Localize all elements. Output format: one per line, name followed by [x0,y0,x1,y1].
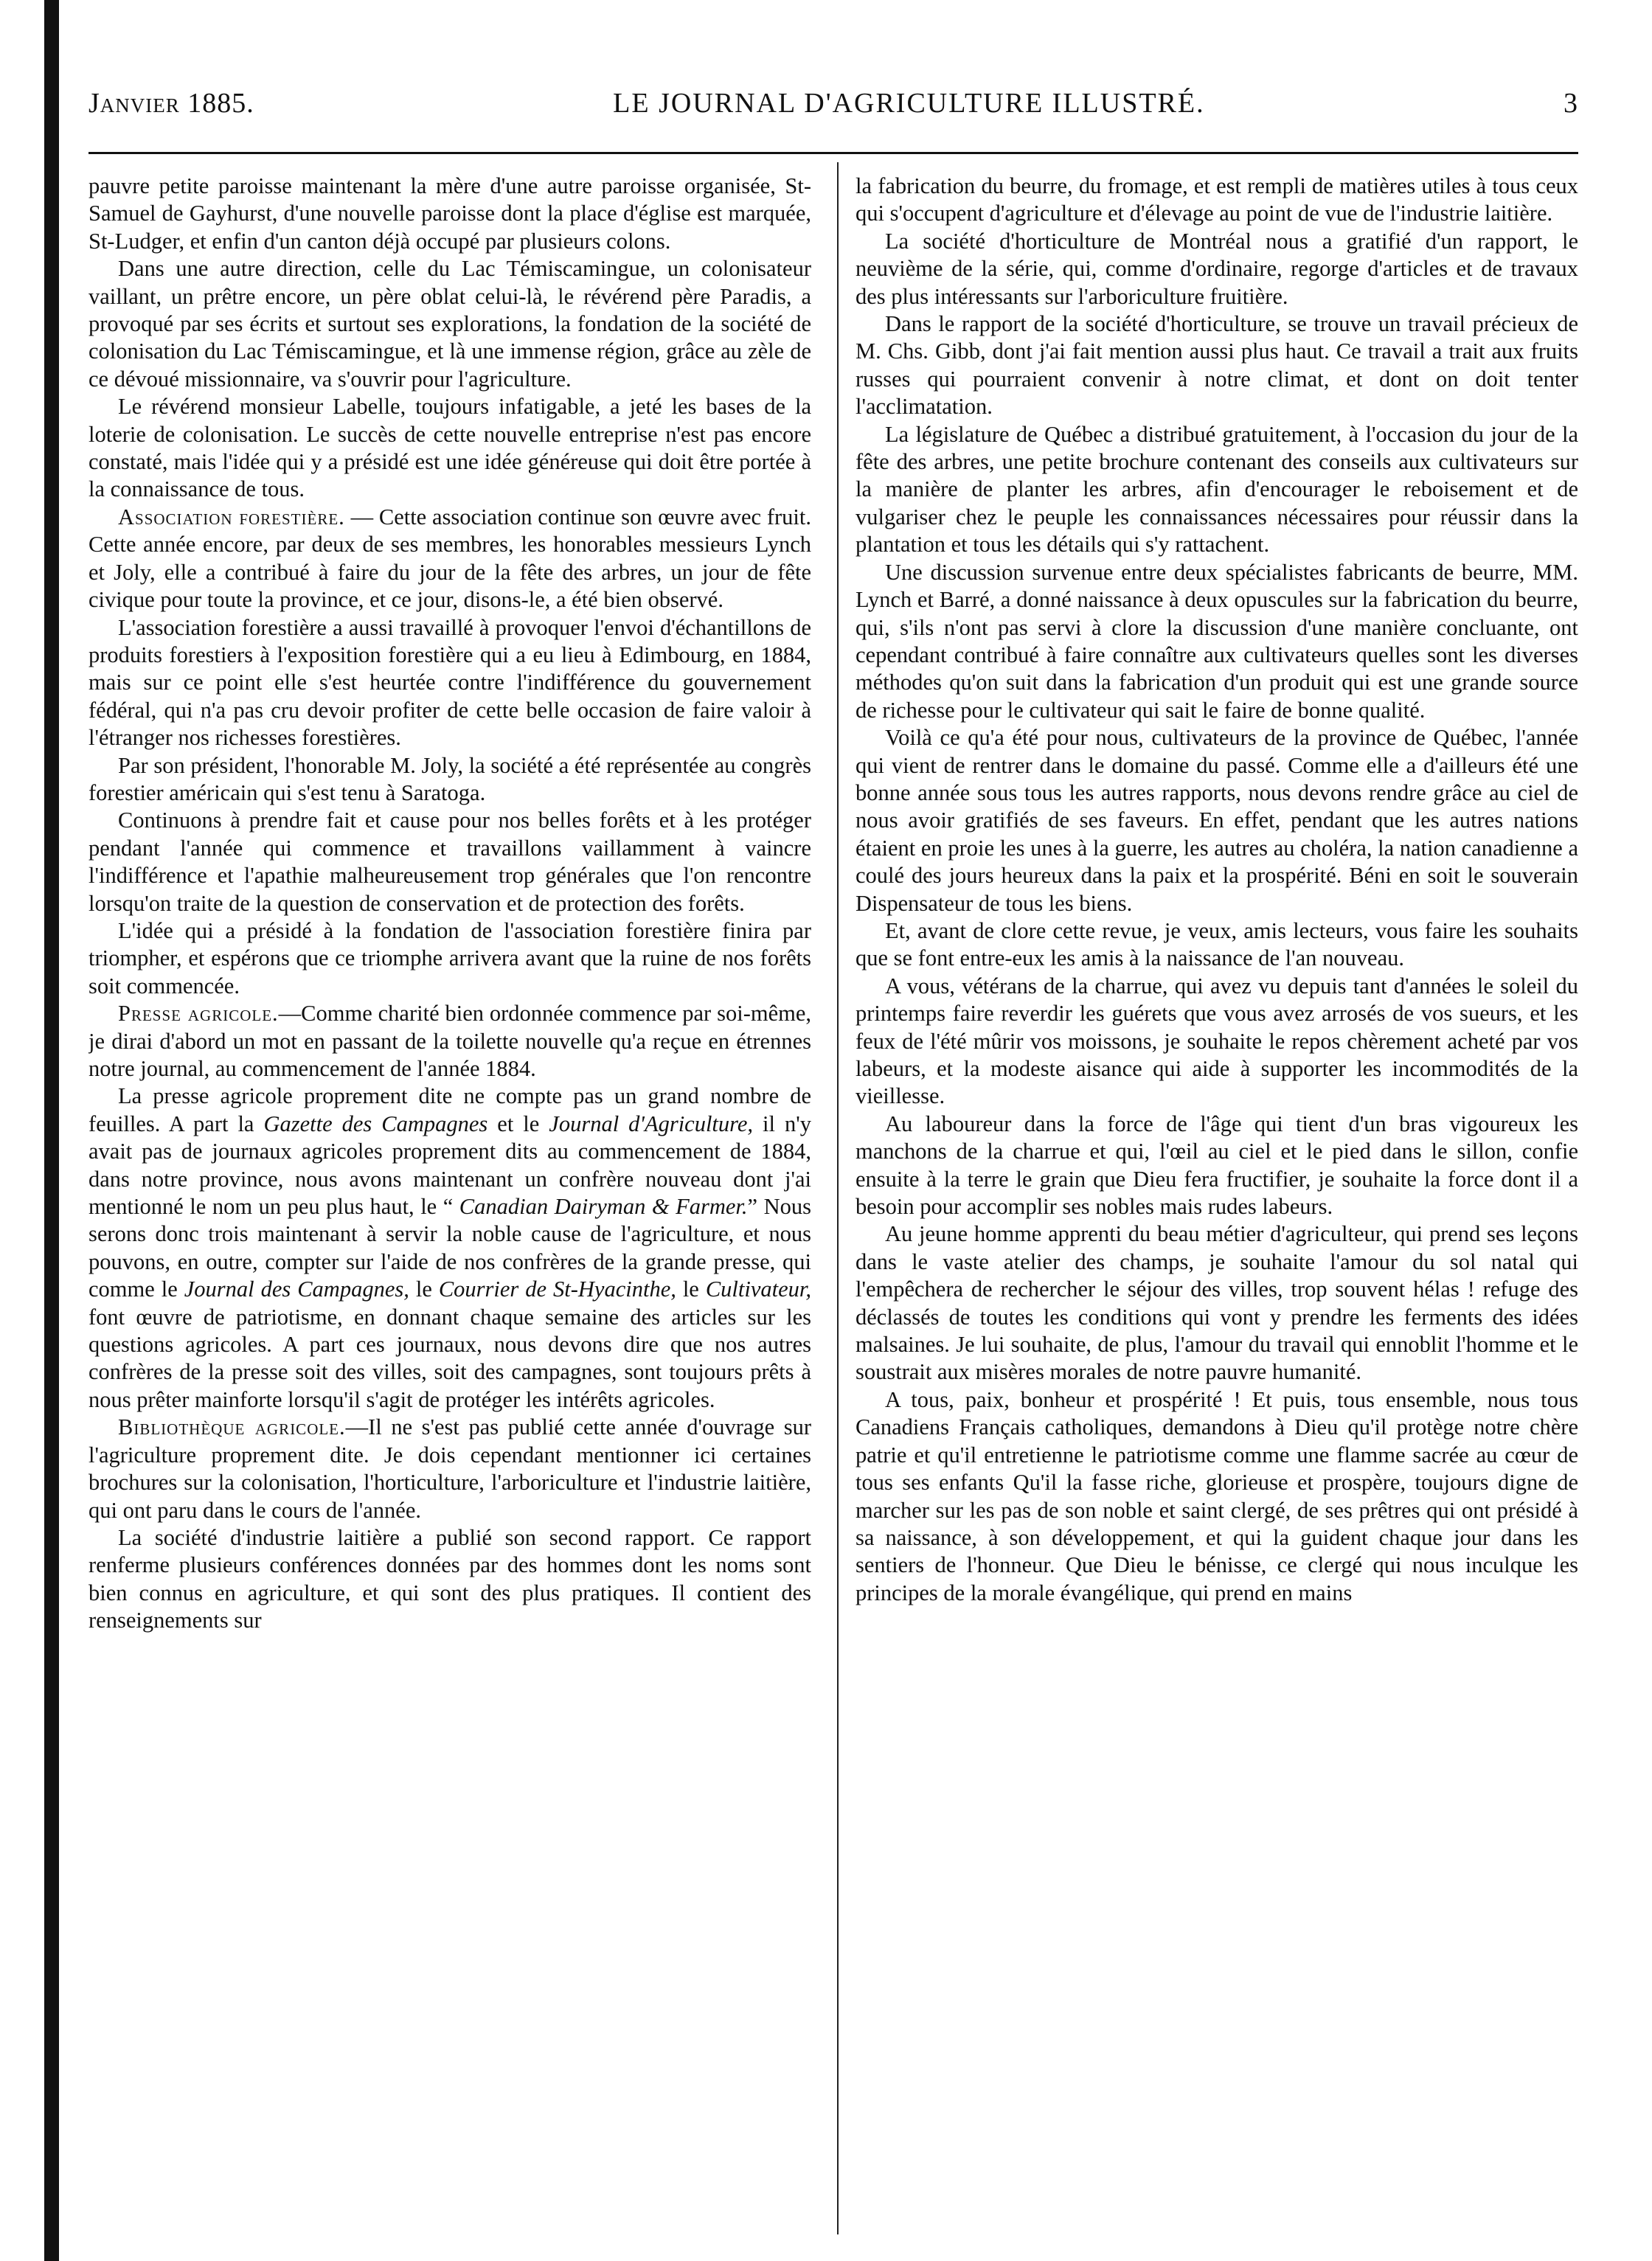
paragraph: Dans le rapport de la société d'horticulture, se trouve un travail précieux de M. Chs. Gibb, dont j'ai fait mention aussi plus haut. Ce travail a trait aux fruits russes qui pourraient convenir à notre climat, et dont on doit tenter l'acclimatation. [856,311,1578,420]
header-page-number: 3 [1563,88,1578,119]
paragraph: Au jeune homme apprenti du beau métier d'agriculteur, qui prend ses leçons dans le vaste atelier des champs, je souhaite l'amour du sol natal qui l'empêchera de rechercher le séjour des villes, trop souvent hélas ! refuge des déclassés de toutes les conditions qui vont y prendre les ferments des idées malsaines. Je lui souhaite, de plus, l'amour du travail qui ennoblit l'homme et le soustrait aux misères morales de notre pauvre humanité. [856,1221,1578,1385]
page-header [88,87,1578,131]
left-column [88,173,811,2230]
paragraph: Le révérend monsieur Labelle, toujours infatigable, a jeté les bases de la loterie de colonisation. Le succès de cette nouvelle entreprise n'est pas encore constaté, mais l'idée qui y a présidé est une idée généreuse qui doit être portée à la connaissance de tous. [88,394,811,502]
publication-title: Journal des Campagnes, [184,1277,409,1302]
section-heading: Association forestière. [118,504,345,529]
paragraph: Par son président, l'honorable M. Joly, la société a été représentée au congrès forestier américain qui s'est tenu à Saratoga. [88,752,811,805]
paragraph: pauvre petite paroisse maintenant la mère d'une autre paroisse organisée, St-Samuel de Gayhurst, d'une nouvelle paroisse dont la place d'église est marquée, St-Ludger, et enfin d'un canton déjà occupé par plusieurs colons. [88,173,811,254]
paragraph: Continuons à prendre fait et cause pour nos belles forêts et à les protéger pendant l'année qui commence et travaillons vaillamment à vaincre l'indifférence et l'apathie malheureusement trop générales que l'on rencontre lorsqu'on traite de la question de conservation et de protection des forêts. [88,808,811,916]
paragraph: Une discussion survenue entre deux spécialistes fabricants de beurre, MM. Lynch et Barré, a donné naissance à deux opuscules sur la fabrication du beurre, qui, s'ils n'ont pas servi à clore la discussion d'une manière concluante, ont cependant contribué à faire connaître aux cultivateurs quelles sont les diverses méthodes qu'on suit dans la fabrication d'un produit qui est une grande source de richesse pour le cultivateur qui sait le faire de bonne qualité. [856,559,1578,723]
column-divider [837,162,839,2234]
paragraph: Presse agricole.—Comme charité bien ordonnée commence par soi-même, je dirai d'abord un mot en passant de la toilette nouvelle qu'a reçue en étrennes notre journal, au commencement de l'année 1884. [88,1001,811,1081]
publication-title: Gazette des Campagnes [263,1111,488,1136]
paragraph: La législature de Québec a distribué gratuitement, à l'occasion du jour de la fête des arbres, une petite brochure contenant des conseils aux cultivateurs sur la manière de planter les arbres, afin d'encourager le reboisement et de vulgariser chez le peuple les connaissances nécessaires pour réussir dans la plantation et tous les détails qui s'y rattachent. [856,421,1578,558]
right-column [856,173,1578,2230]
publication-title: Courrier de St-Hyacinthe, [438,1277,676,1302]
paragraph: Association forestière. — Cette association continue son œuvre avec fruit. Cette année encore, par deux de ses membres, les honorables messieurs Lynch et Joly, elle a contribué à faire du jour de la fête des arbres, un jour de fête civique pour toute la province, et ce jour, disons-le, a été bien observé. [88,504,811,613]
publication-title: Cultivateur, [705,1277,811,1302]
publication-title: Journal d'Agriculture, [549,1111,754,1136]
paragraph: la fabrication du beurre, du fromage, et est rempli de matières utiles à tous ceux qui s'occupent d'agriculture et d'élevage au point de vue de l'industrie laitière. [856,173,1578,226]
paragraph: L'association forestière a aussi travaillé à provoquer l'envoi d'échantillons de produits forestiers à l'exposition forestière qui a eu lieu à Edimbourg, en 1884, mais sur ce point elle s'est heurtée contre l'indifférence du gouvernement fédéral, qui n'a pas cru devoir profiter de cette belle occasion de faire valoir à l'étranger nos richesses forestières. [88,614,811,751]
paragraph: La société d'horticulture de Montréal nous a gratifié d'un rapport, le neuvième de la série, qui, comme d'ordinaire, regorge d'articles et de travaux des plus intéressants sur l'arboriculture fruitière. [856,228,1578,309]
paragraph: Au laboureur dans la force de l'âge qui tient d'un bras vigoureux les manchons de la charrue et qui, l'œil au ciel et le pied dans le sillon, confie ensuite à la terre le grain que Dieu fera fructifier, je souhaite la force dont il a besoin pour accomplir ses nobles mais rudes labeurs. [856,1111,1578,1220]
header-date: Janvier 1885. [88,88,254,119]
paragraph: La société d'industrie laitière a publié son second rapport. Ce rapport renferme plusieurs conférences données par des hommes dont les noms sont bien connus en agriculture, et qui sont des plus pratiques. Il contient des renseignements sur [88,1524,811,1633]
paragraph: Et, avant de clore cette revue, je veux, amis lecteurs, vous faire les souhaits que se font entre-eux les amis à la naissance de l'an nouveau. [856,917,1578,971]
publication-title: Canadian Dairyman & Farmer. [459,1194,748,1220]
paragraph: La presse agricole proprement dite ne compte pas un grand nombre de feuilles. A part la Gazette des Campagnes et le Journal d'Agriculture, il n'y avait pas de journaux agricoles proprement dits au commencement de 1884, dans notre province, nous avons maintenant un confrère nouveau dont j'ai mentionné le nom un peu plus haut, le “ Canadian Dairyman & Farmer.” Nous serons donc trois maintenant à servir la noble cause de l'agriculture, et nous pouvons, en outre, compter sur l'aide de nos confrères de la grande presse, qui comme le Journal des Campagnes, le Courrier de St-Hyacinthe, le Cultivateur, font œuvre de patriotisme, en donnant chaque semaine des articles sur les questions agricoles. A part ces journaux, nous devons dire que nos autres confrères de la presse soit des villes, soit des campagnes, sont toujours prêts à nous prêter mainforte lorsqu'il s'agit de protéger les intérêts agricoles. [88,1083,811,1412]
paragraph: A tous, paix, bonheur et prospérité ! Et puis, tous ensemble, nous tous Canadiens Français catholiques, demandons à Dieu qu'il protège notre chère patrie et qu'il entretienne le patriotisme comme une flamme sacrée au cœur de tous ses enfants Qu'il la fasse riche, glorieuse et prospère, toujours digne de marcher sur les pas de son noble et saint clergé, de ses prêtres qui ont présidé à sa naissance, à son développement, et qui la guident chaque jour dans les sentiers de l'honneur. Que Dieu le bénisse, ce clergé qui nous inculque les principes de la morale évangélique, qui prend en mains [856,1386,1578,1605]
header-journal-title: LE JOURNAL D'AGRICULTURE ILLUSTRÉ. [613,88,1205,119]
section-heading: Presse agricole. [118,1001,279,1027]
paragraph: A vous, vétérans de la charrue, qui avez vu depuis tant d'années le soleil du printemps faire reverdir les guérets que vous avez arrosés de vos sueurs, et les feux de l'été mûrir vos moissons, je souhaite le repos chèrement acheté par vos labeurs, et la modeste aisance qui aide à supporter les incommodités de la vieillesse. [856,973,1578,1109]
header-rule [88,152,1578,154]
paragraph: Voilà ce qu'a été pour nous, cultivateurs de la province de Québec, l'année qui vient de rentrer dans le domaine du passé. Comme elle a d'ailleurs été une bonne année sous tous les autres rapports, nous devons rendre grâce au ciel de nous avoir gratifiés de ses faveurs. En effet, pendant que les autres nations étaient en proie les unes à la guerre, les autres au choléra, la nation canadienne a coulé des jours heureux dans la paix et la prospérité. Béni en soit le souverain Dispensateur de tous les biens. [856,725,1578,916]
section-heading: Bibliothèque agricole. [118,1414,346,1440]
paragraph: L'idée qui a présidé à la fondation de l'association forestière finira par triompher, et espérons que ce triomphe arrivera avant que la ruine de nos forêts soit commencée. [88,917,811,998]
paragraph: Dans une autre direction, celle du Lac Témiscamingue, un colonisateur vaillant, un prêtre encore, un père oblat celui-là, le révérend père Paradis, a provoqué par ses écrits et surtout ses explorations, la fondation de la société de colonisation du Lac Témiscamingue, et là une immense région, grâce au zèle de ce dévoué missionnaire, va s'ouvrir pour l'agriculture. [88,256,811,392]
paragraph: Bibliothèque agricole.—Il ne s'est pas publié cette année d'ouvrage sur l'agriculture proprement dite. Je dois cependant mentionner ici certaines brochures sur la colonisation, l'horticulture, l'arboriculture et l'industrie laitière, qui ont paru dans le cours de l'année. [88,1414,811,1523]
page-edge-bar [44,0,59,2261]
